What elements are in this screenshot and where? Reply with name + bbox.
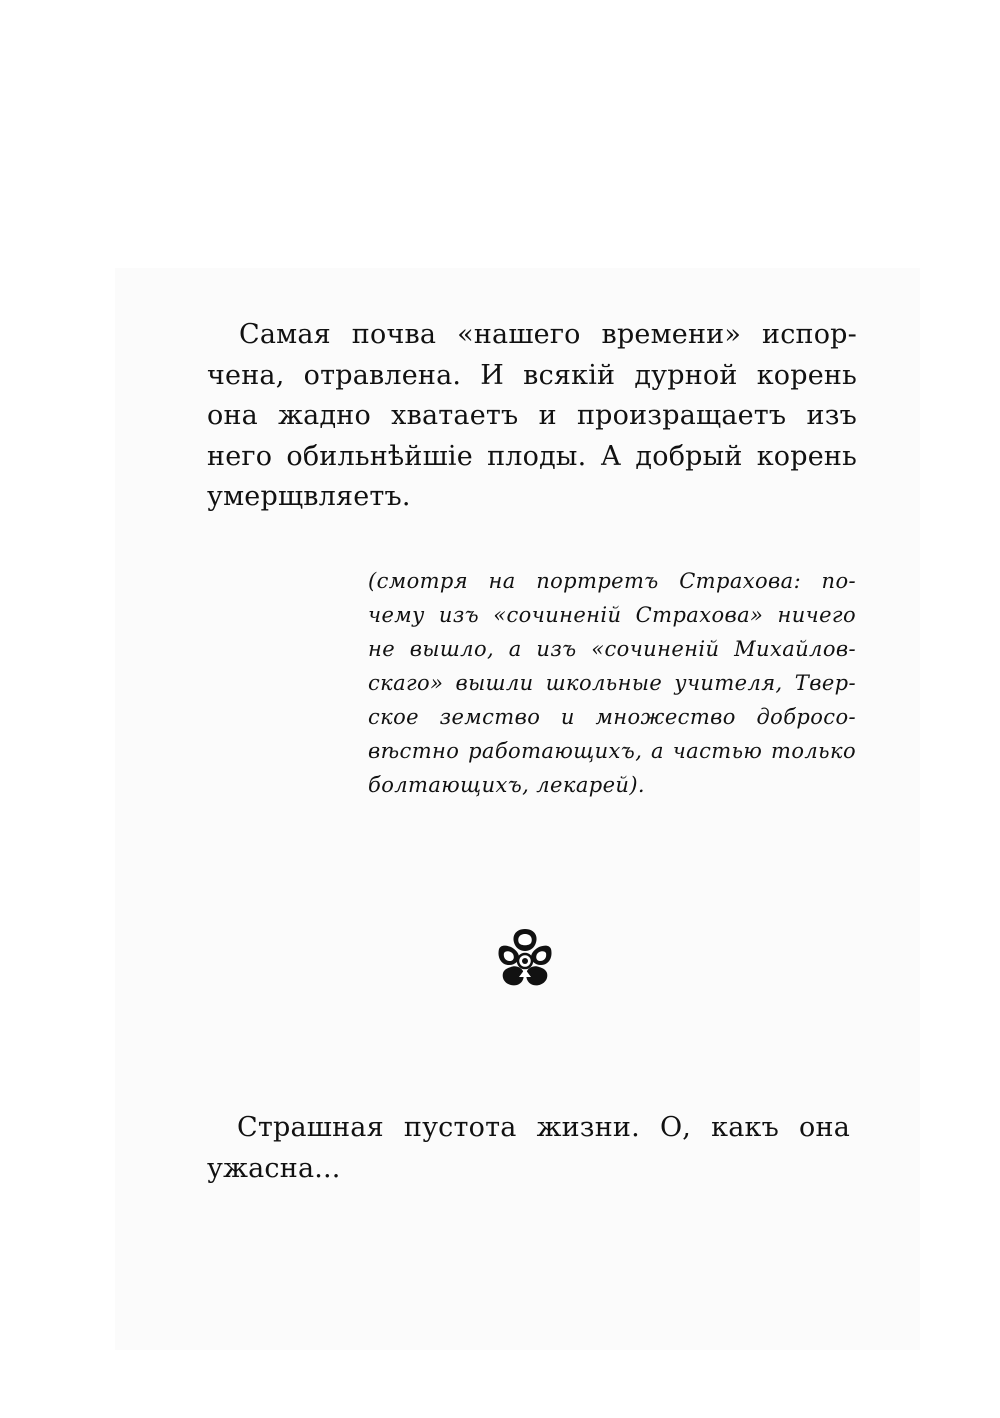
- note-line: (смотря на портретъ Страхова: по-: [368, 569, 856, 593]
- paragraph-1: [207, 315, 857, 518]
- note-line: болтающихъ, лекарей).: [368, 773, 646, 797]
- paragraph-1-line: него обильнѣйшіе плоды. А добрый корень: [207, 440, 857, 472]
- note-line: вѣстно работающихъ, а частью только: [368, 739, 856, 763]
- paragraph-2: [207, 1108, 850, 1189]
- paragraph-2-line: Страшная пустота жизни. О, какъ она: [237, 1112, 850, 1143]
- flower-ornament-icon: [493, 925, 557, 989]
- note-line: не вышло, а изъ «сочиненій Михайлов-: [368, 637, 856, 661]
- paragraph-1-line: умерщвляетъ.: [207, 481, 411, 512]
- italic-note: [368, 564, 856, 802]
- paragraph-1-line: чена, отравлена. И всякій дурной корень: [207, 359, 857, 391]
- note-line: чему изъ «сочиненій Страхова» ничего: [368, 603, 856, 627]
- paragraph-2-line: ужасна...: [207, 1152, 341, 1184]
- note-line: ское земство и множество добросо-: [368, 705, 856, 729]
- note-line: скаго» вышли школьные учителя, Твер-: [368, 671, 856, 695]
- paragraph-1-line: Самая почва «нашего времени» испор-: [239, 319, 857, 350]
- paragraph-1-line: она жадно хватаетъ и произращаетъ изъ: [207, 400, 857, 431]
